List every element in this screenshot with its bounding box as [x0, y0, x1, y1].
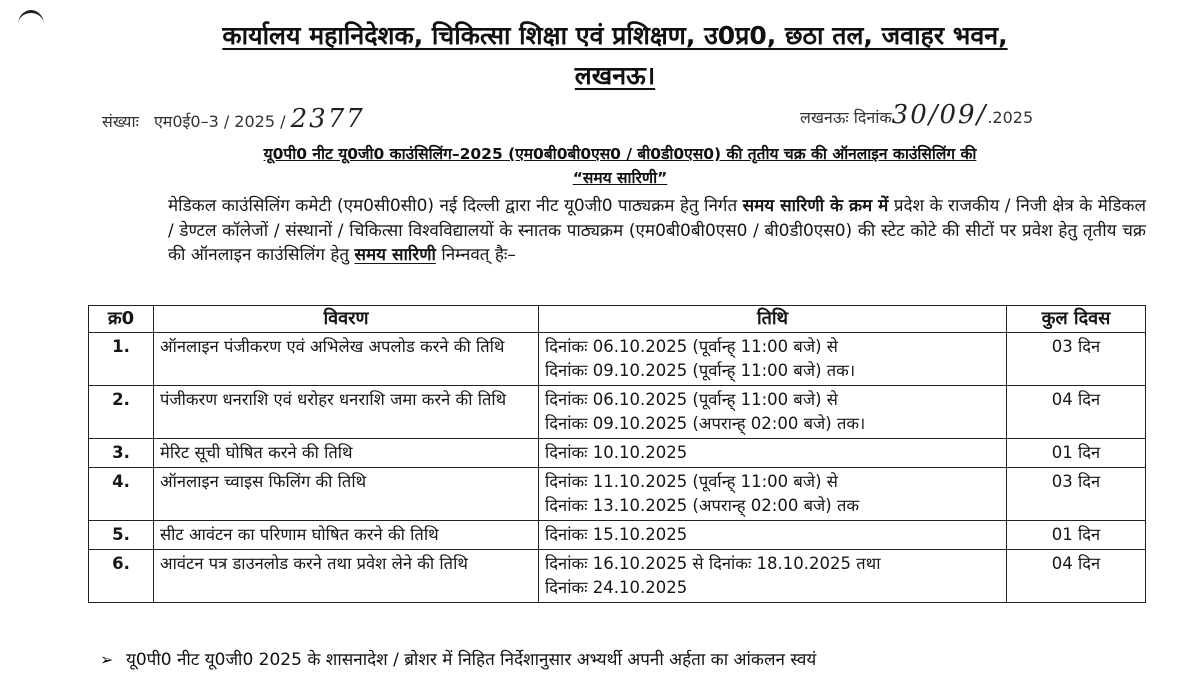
row-description: मेरिट सूची घोषित करने की तिथि	[154, 439, 539, 468]
row-description: आवंटन पत्र डाउनलोड करने तथा प्रवेश लेने की तिथि	[154, 550, 539, 603]
row-description: ऑनलाइन पंजीकरण एवं अभिलेख अपलोड करने की तिथि	[154, 333, 539, 386]
row-days: 04 दिन	[1007, 550, 1146, 603]
footer-bullet-note	[100, 648, 1145, 672]
row-date	[539, 439, 1007, 468]
schedule-table	[88, 305, 1146, 603]
row-days: 01 दिन	[1007, 521, 1146, 550]
table-row	[89, 333, 1146, 386]
reference-date-handwritten: 30/09/	[891, 100, 988, 130]
row-date-line1: दिनांकः 11.10.2025 (पूर्वान्ह् 11:00 बजे) से	[545, 472, 838, 491]
row-serial: 3.	[89, 439, 154, 468]
row-date-line1: दिनांकः 06.10.2025 (पूर्वान्ह् 11:00 बजे) से	[545, 390, 838, 409]
reference-number-prefix: एम0ई0–3 / 2025 /	[153, 112, 286, 131]
subject-line1: यू0पी0 नीट यू0जी0 काउंसिलिंग–2025 (एम0बी0बी0एस0 / बी0डी0एस0) की तृतीय चक्र की ऑनलाइन काउंसिलिंग की	[263, 145, 977, 163]
header-description: विवरण	[154, 306, 539, 333]
row-serial: 4.	[89, 468, 154, 521]
row-date-line2: दिनांकः 24.10.2025	[545, 578, 688, 597]
row-serial: 5.	[89, 521, 154, 550]
row-date-line1: दिनांकः 15.10.2025	[545, 525, 688, 544]
row-days: 01 दिन	[1007, 439, 1146, 468]
row-date-line2: दिनांकः 09.10.2025 (अपरान्ह् 02:00 बजे) तक।	[545, 414, 866, 433]
reference-date-label: लखनऊः दिनांक	[800, 108, 892, 127]
row-date-line1: दिनांकः 06.10.2025 (पूर्वान्ह् 11:00 बजे) से	[545, 337, 838, 356]
page-curl-mark	[18, 10, 44, 39]
row-days: 04 दिन	[1007, 386, 1146, 439]
intro-paragraph	[102, 194, 1146, 268]
table-row	[89, 386, 1146, 439]
subject-line2: “समय सारिणी”	[572, 169, 668, 187]
intro-text-2: प्रदेश के राजकीय / निजी क्षेत्र के मेडिकल / डेण्टल कॉलेजों / संस्थानों / चिकित्सा विश्वविद्यालयों के स्नातक पाठ्यक्रम (एम0बी0बी0एस0 / बी0डी0एस0) की स्टेट कोटे की सीटों पर प्रवेश हेतु तृतीय चक्र की ऑनलाइन काउंसिलिंग हेतु	[168, 196, 1147, 265]
row-date	[539, 333, 1007, 386]
row-description: सीट आवंटन का परिणाम घोषित करने की तिथि	[154, 521, 539, 550]
row-days: 03 दिन	[1007, 468, 1146, 521]
table-header-row	[89, 306, 1146, 333]
office-heading-line1: कार्यालय महानिदेशक, चिकित्सा शिक्षा एवं प्रशिक्षण, उ0प्र0, छठा तल, जवाहर भवन,	[222, 21, 1008, 50]
row-date	[539, 550, 1007, 603]
row-serial: 6.	[89, 550, 154, 603]
reference-date	[800, 100, 1033, 130]
header-total-days: कुल दिवस	[1007, 306, 1146, 333]
row-date	[539, 386, 1007, 439]
row-description: पंजीकरण धनराशि एवं धरोहर धनराशि जमा करने की तिथि	[154, 386, 539, 439]
intro-bold-1: समय सारिणी के क्रम में	[742, 196, 889, 216]
reference-number	[102, 104, 365, 134]
row-serial: 1.	[89, 333, 154, 386]
arrow-bullet-icon: ➢	[100, 650, 114, 669]
reference-number-handwritten: 2377	[290, 104, 365, 134]
reference-date-year: .2025	[987, 108, 1034, 127]
row-date-line1: दिनांकः 16.10.2025 से दिनांकः 18.10.2025 तथा	[545, 554, 881, 573]
footer-note-text: यू0पी0 नीट यू0जी0 2025 के शासनादेश / ब्रोशर में निहित निर्देशानुसार अभ्यर्थी अपनी अर्हता का आंकलन स्वयं	[126, 650, 817, 670]
table-row	[89, 550, 1146, 603]
table-row	[89, 468, 1146, 521]
intro-text-3: निम्नवत् हैः–	[441, 245, 516, 265]
row-date-line2: दिनांकः 09.10.2025 (पूर्वान्ह् 11:00 बजे) तक।	[545, 361, 856, 380]
intro-text-1: मेडिकल काउंसिलिंग कमेटी (एम0सी0सी0) नई दिल्ली द्वारा नीट यू0जी0 पाठ्यक्रम हेतु निर्गत	[168, 196, 738, 216]
row-date	[539, 468, 1007, 521]
row-description: ऑनलाइन च्वाइस फिलिंग की तिथि	[154, 468, 539, 521]
row-date-line1: दिनांकः 10.10.2025	[545, 443, 688, 462]
header-date: तिथि	[539, 306, 1007, 333]
row-date-line2: दिनांकः 13.10.2025 (अपरान्ह् 02:00 बजे) तक	[545, 496, 860, 515]
intro-bold-2: समय सारिणी	[354, 245, 436, 265]
reference-number-label: संख्याः	[102, 112, 139, 131]
office-heading-line2: लखनऊ।	[574, 61, 656, 90]
header-serial: क्र0	[89, 306, 154, 333]
table-row	[89, 439, 1146, 468]
row-date	[539, 521, 1007, 550]
row-days: 03 दिन	[1007, 333, 1146, 386]
table-row	[89, 521, 1146, 550]
row-serial: 2.	[89, 386, 154, 439]
